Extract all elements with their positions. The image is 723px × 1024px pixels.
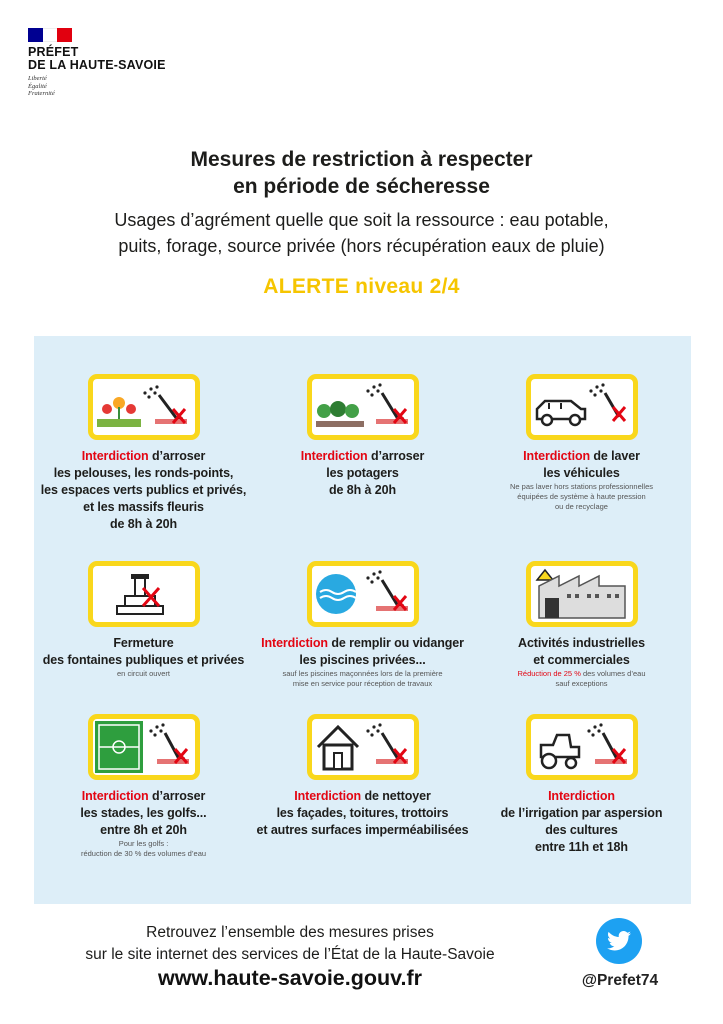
restriction-hours: entre 11h et 18h — [535, 840, 628, 854]
restriction-hours: entre 8h et 20h — [100, 823, 187, 837]
restriction-verb: de nettoyer — [361, 789, 431, 803]
house-cleaning-icon — [307, 714, 419, 780]
restriction-line: et commerciales — [533, 653, 630, 667]
restriction-industry — [472, 561, 691, 689]
interdiction-label: Interdiction — [81, 449, 149, 463]
prefecture-name-line2: DE LA HAUTE-SAVOIE — [28, 58, 166, 72]
twitter-icon[interactable] — [596, 918, 642, 964]
restriction-line: des cultures — [545, 823, 618, 837]
restriction-line: les piscines privées... — [299, 653, 426, 667]
restriction-cleaning — [253, 714, 472, 839]
tractor-irrigation-icon — [526, 714, 638, 780]
restriction-line: les espaces verts publics et privés, — [40, 483, 247, 497]
restriction-note: sauf les piscines maçonnées lors de la première — [282, 669, 443, 678]
prefecture-name-line1: PRÉFET — [28, 45, 79, 59]
restriction-note: en circuit ouvert — [117, 669, 170, 678]
restriction-verb: d’arroser — [367, 449, 425, 463]
fountain-icon — [88, 561, 200, 627]
interdiction-label: Interdiction — [294, 789, 362, 803]
restriction-note: sauf exceptions — [555, 679, 608, 688]
website-link[interactable]: www.haute-savoie.gouv.fr — [157, 966, 422, 990]
restriction-verb: de laver — [590, 449, 640, 463]
interdiction-label: Interdiction — [261, 636, 328, 650]
restriction-car-wash — [472, 374, 691, 512]
restriction-line: de l’irrigation par aspersion — [500, 806, 663, 820]
restrictions-panel — [34, 336, 691, 904]
motto-fraternite: Fraternité — [28, 90, 55, 97]
french-flag-icon — [28, 28, 72, 42]
motto-egalite: Égalité — [28, 82, 47, 90]
restriction-line: les véhicules — [543, 466, 620, 480]
footer-text — [30, 922, 550, 966]
swimming-pool-icon — [307, 561, 419, 627]
restriction-heading: Fermeture — [113, 636, 174, 650]
restriction-note: réduction de 30 % des volumes d’eau — [80, 849, 207, 858]
interdiction-label: Interdiction — [81, 789, 149, 803]
republic-motto — [28, 75, 228, 98]
restriction-vegetable-gardens — [253, 374, 472, 499]
restriction-note: équipées de système à haute pression — [517, 492, 646, 501]
restriction-verb: d’arroser — [148, 449, 206, 463]
flowers-sprinkler-icon — [88, 374, 200, 440]
interdiction-label: Interdiction — [523, 449, 591, 463]
restriction-lawns — [34, 374, 253, 533]
restriction-line: et autres surfaces imperméabilisées — [256, 823, 469, 837]
restriction-note: des volumes d’eau — [580, 669, 646, 678]
vegetable-garden-sprinkler-icon — [307, 374, 419, 440]
interdiction-label: Interdiction — [548, 789, 615, 803]
twitter-handle[interactable]: @Prefet74 — [581, 972, 659, 989]
restriction-note: Pour les golfs : — [118, 839, 169, 848]
restriction-stadiums — [34, 714, 253, 859]
restriction-line: et les massifs fleuris — [83, 500, 204, 514]
subtitle-line-2: puits, forage, source privée (hors récupération eaux de pluie) — [118, 236, 605, 256]
restriction-note: ou de recyclage — [555, 502, 608, 511]
restriction-note: Ne pas laver hors stations professionnelles — [510, 482, 653, 491]
footer-line-2: sur le site internet des services de l’État de la Haute-Savoie — [85, 946, 495, 963]
prefecture-logo — [28, 28, 228, 98]
restriction-fountains — [34, 561, 253, 679]
restriction-hours: de 8h à 20h — [329, 483, 396, 497]
restriction-line: les façades, toitures, trottoirs — [276, 806, 449, 820]
industry-icon — [526, 561, 638, 627]
page-subtitle — [0, 207, 723, 259]
alert-level: ALERTE niveau 2/4 — [263, 275, 460, 298]
title-line-2: en période de sécheresse — [233, 175, 490, 198]
restriction-pools — [253, 561, 472, 689]
car-wash-icon — [526, 374, 638, 440]
restriction-verb: d’arroser — [148, 789, 206, 803]
footer-line-1: Retrouvez l’ensemble des mesures prises — [146, 924, 434, 941]
interdiction-label: Interdiction — [300, 449, 368, 463]
restriction-line: les potagers — [326, 466, 399, 480]
restriction-line: les stades, les golfs... — [80, 806, 207, 820]
restriction-line: des fontaines publiques et privées — [42, 653, 245, 667]
stadium-sprinkler-icon — [88, 714, 200, 780]
restriction-hours: de 8h à 20h — [110, 517, 177, 531]
title-line-1: Mesures de restriction à respecter — [190, 148, 533, 171]
restriction-line: les pelouses, les ronds-points, — [53, 466, 234, 480]
restriction-note: mise en service pour réception de travaux — [292, 679, 433, 688]
restriction-irrigation — [472, 714, 691, 856]
restriction-heading: Activités industrielles — [518, 636, 645, 650]
subtitle-line-1: Usages d’agrément quelle que soit la ressource : eau potable, — [114, 210, 609, 230]
reduction-label: Réduction de 25 % — [517, 669, 581, 678]
motto-liberte: Liberté — [28, 75, 47, 82]
page-title — [0, 146, 723, 200]
restriction-verb: de remplir ou vidanger — [327, 636, 464, 650]
